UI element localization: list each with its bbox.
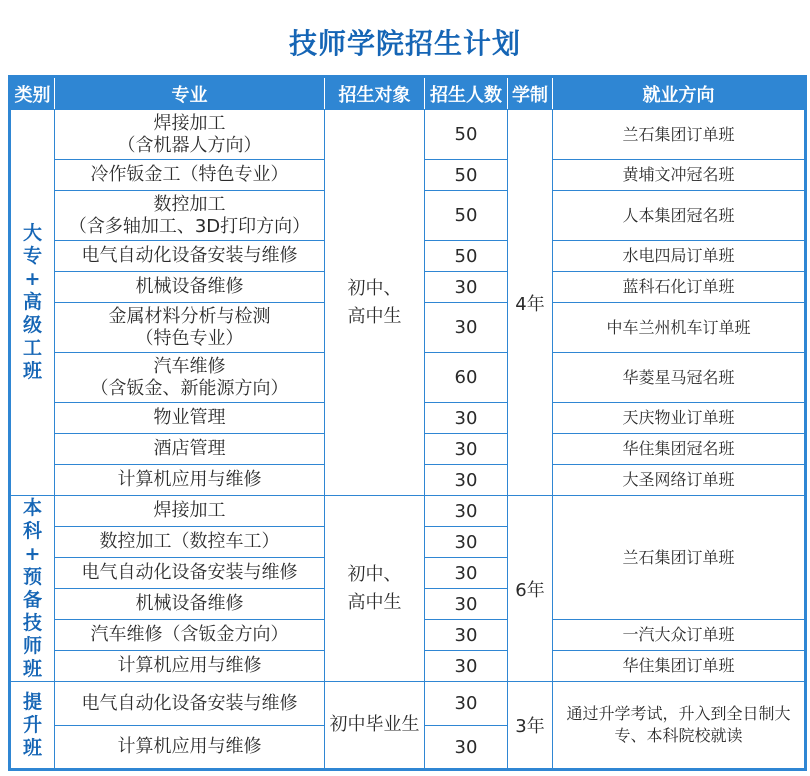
- category-char: 班: [22, 360, 42, 382]
- major-line: （含机器人方向）: [117, 134, 262, 156]
- direction-cell: [553, 110, 806, 160]
- count-cell: 50: [425, 110, 508, 160]
- direction-cell: [553, 353, 806, 403]
- category-cell: [10, 682, 55, 770]
- table-row: [10, 110, 806, 160]
- target-line: 初中、: [347, 563, 402, 585]
- count-cell: 30: [425, 434, 508, 465]
- direction-line: 蓝科石化订单班: [622, 277, 735, 296]
- major-cell: [55, 527, 325, 558]
- major-cell: [55, 651, 325, 682]
- table-row: [10, 496, 806, 527]
- major-cell: [55, 726, 325, 770]
- major-cell: [55, 496, 325, 527]
- major-line: 计算机应用与维修: [117, 655, 262, 676]
- direction-line: 人本集团冠名班: [622, 205, 735, 225]
- major-cell: [55, 434, 325, 465]
- major-line: 机械设备维修: [135, 593, 244, 614]
- category-char: 大: [22, 222, 42, 244]
- count-cell: 30: [425, 620, 508, 651]
- direction-line: 华住集团订单班: [622, 656, 735, 675]
- major-cell: [55, 589, 325, 620]
- major-line: 数控加工: [153, 193, 226, 215]
- major-line: （含钣金、新能源方向）: [90, 377, 289, 399]
- direction-cell: [553, 403, 806, 434]
- count-cell: 30: [425, 558, 508, 589]
- major-cell: [55, 403, 325, 434]
- category-char: 技: [22, 611, 42, 634]
- major-line: 焊接加工: [153, 500, 226, 521]
- major-line: 酒店管理: [153, 438, 226, 459]
- table-row: [10, 682, 806, 726]
- target-cell: [325, 110, 425, 496]
- major-cell: [55, 465, 325, 496]
- count-cell: 30: [425, 496, 508, 527]
- direction-cell: [553, 241, 806, 272]
- direction-cell: [553, 434, 806, 465]
- header-count: 招生人数: [425, 77, 508, 110]
- category-char: 备: [22, 588, 42, 611]
- count-cell: 50: [425, 160, 508, 191]
- target-line: 初中毕业生: [329, 714, 420, 735]
- major-line: 电气自动化设备安装与维修: [81, 562, 298, 583]
- major-line: （含多轴加工、3D打印方向）: [68, 215, 311, 237]
- direction-line: 黄埔文冲冠名班: [622, 165, 735, 184]
- count-cell: 30: [425, 726, 508, 770]
- major-cell: [55, 241, 325, 272]
- direction-cell: [553, 465, 806, 496]
- direction-cell: [553, 620, 806, 651]
- count-cell: 30: [425, 651, 508, 682]
- category-cell: [10, 110, 55, 496]
- count-cell: 50: [425, 241, 508, 272]
- category-cell: [10, 496, 55, 682]
- category-char: 级: [22, 314, 42, 336]
- direction-cell: [553, 160, 806, 191]
- category-char: 工: [22, 337, 42, 359]
- target-line: 高中生: [347, 305, 402, 327]
- major-line: 冷作钣金工（特色专业）: [90, 164, 289, 185]
- major-cell: [55, 303, 325, 353]
- direction-line: 兰石集团订单班: [622, 547, 735, 567]
- category-char: 高: [22, 291, 42, 313]
- direction-cell: [553, 303, 806, 353]
- major-line: 金属材料分析与检测: [108, 305, 271, 327]
- major-line: 汽车维修（含钣金方向）: [90, 624, 289, 645]
- direction-line: 专、本科院校就读: [614, 726, 743, 745]
- enrollment-table: [8, 75, 807, 771]
- count-cell: 30: [425, 682, 508, 726]
- count-cell: 30: [425, 403, 508, 434]
- major-cell: [55, 160, 325, 191]
- target-line: 高中生: [347, 591, 402, 613]
- count-cell: 30: [425, 589, 508, 620]
- direction-line: 大圣网络订单班: [622, 470, 735, 489]
- direction-cell: [553, 191, 806, 241]
- count-cell: 30: [425, 272, 508, 303]
- major-cell: [55, 353, 325, 403]
- header-category: 类别: [10, 77, 55, 110]
- years-cell: 3年: [508, 682, 553, 770]
- count-cell: 30: [425, 465, 508, 496]
- header-target: 招生对象: [325, 77, 425, 110]
- major-cell: [55, 191, 325, 241]
- years-cell: 6年: [508, 496, 553, 682]
- major-cell: [55, 558, 325, 589]
- direction-line: 华住集团冠名班: [622, 439, 735, 458]
- direction-cell: [553, 682, 806, 770]
- major-line: 电气自动化设备安装与维修: [81, 692, 298, 714]
- major-cell: [55, 110, 325, 160]
- major-line: 数控加工（数控车工）: [99, 531, 280, 552]
- direction-cell: [553, 272, 806, 303]
- target-cell: [325, 682, 425, 770]
- major-line: 电气自动化设备安装与维修: [81, 245, 298, 266]
- category-char: 本: [22, 496, 42, 519]
- direction-line: 天庆物业订单班: [622, 408, 735, 427]
- category-char: 科: [22, 519, 42, 542]
- category-char: 师: [22, 634, 42, 657]
- major-line: 计算机应用与维修: [117, 736, 262, 757]
- count-cell: 30: [425, 303, 508, 353]
- category-char: +: [24, 542, 41, 565]
- category-char: 提: [22, 690, 42, 713]
- page-title: 技师学院招生计划: [288, 27, 521, 60]
- category-char: 专: [22, 245, 42, 267]
- direction-line: 水电四局订单班: [622, 246, 735, 265]
- target-line: 初中、: [347, 277, 402, 299]
- major-line: 机械设备维修: [135, 276, 244, 297]
- header-years: 学制: [508, 77, 553, 110]
- category-char: +: [24, 268, 41, 290]
- direction-line: 一汽大众订单班: [622, 625, 735, 644]
- major-line: （特色专业）: [135, 327, 244, 349]
- major-line: 计算机应用与维修: [117, 469, 262, 490]
- major-cell: [55, 272, 325, 303]
- header-major: 专业: [55, 77, 325, 110]
- count-cell: 30: [425, 527, 508, 558]
- category-char: 班: [22, 657, 42, 680]
- major-cell: [55, 620, 325, 651]
- target-cell: [325, 496, 425, 682]
- table-header-row: [10, 77, 806, 110]
- years-cell: 4年: [508, 110, 553, 496]
- count-cell: 60: [425, 353, 508, 403]
- direction-cell: [553, 496, 806, 620]
- major-line: 物业管理: [153, 407, 226, 428]
- direction-line: 华菱星马冠名班: [622, 367, 735, 387]
- major-line: 焊接加工: [153, 112, 226, 134]
- direction-line: 中车兰州机车订单班: [606, 317, 751, 337]
- count-cell: 50: [425, 191, 508, 241]
- category-char: 升: [22, 713, 42, 736]
- category-char: 预: [22, 565, 42, 588]
- direction-line: 通过升学考试，升入到全日制大: [566, 704, 791, 723]
- direction-line: 兰石集团订单班: [622, 124, 735, 144]
- major-cell: [55, 682, 325, 726]
- header-direction: 就业方向: [553, 77, 806, 110]
- category-char: 班: [22, 736, 42, 759]
- direction-cell: [553, 651, 806, 682]
- major-line: 汽车维修: [153, 355, 226, 377]
